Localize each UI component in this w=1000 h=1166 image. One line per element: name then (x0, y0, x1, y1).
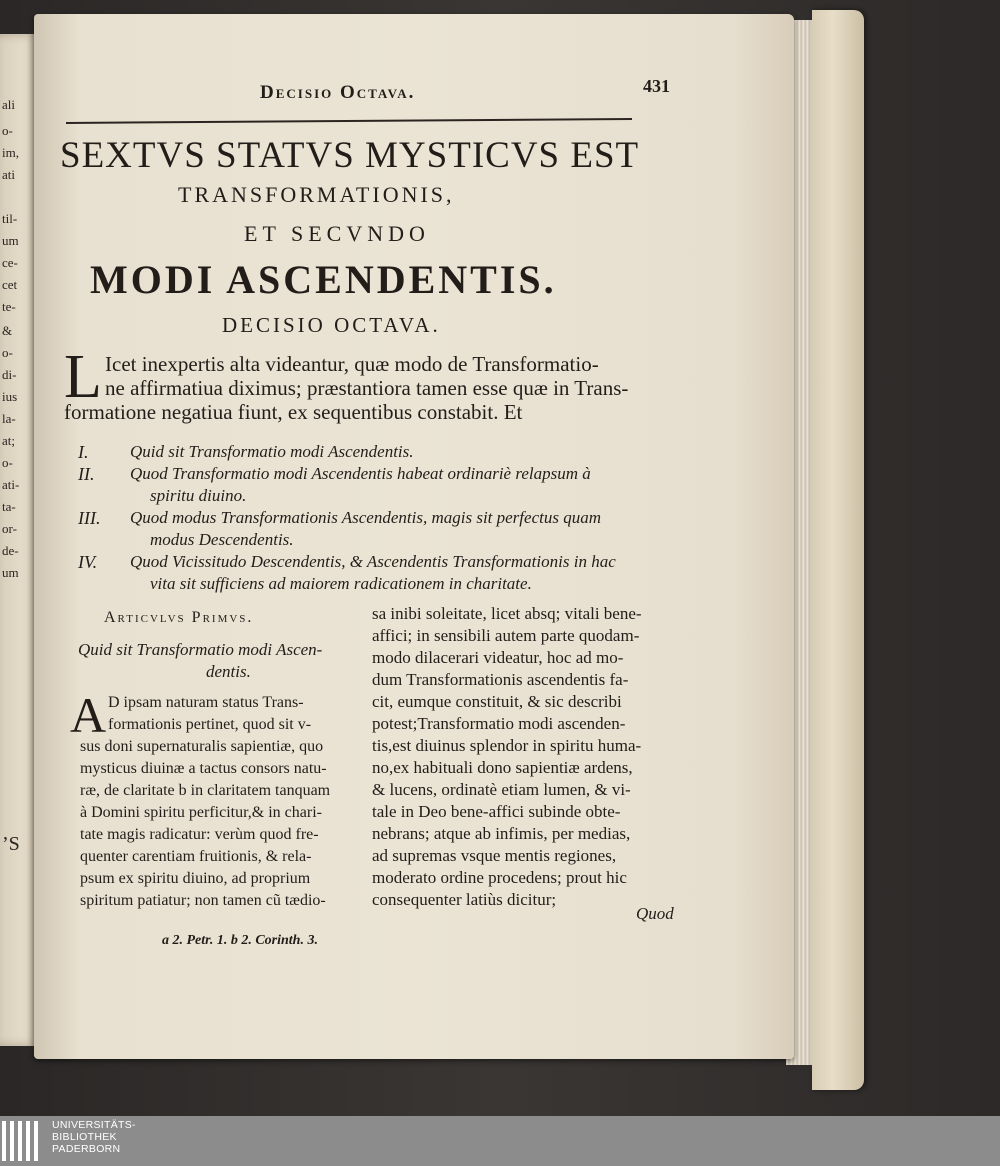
item-number: II. (78, 464, 95, 484)
left-page-fragment: im, (2, 145, 19, 160)
right-column-line: moderato ordine procedens; prout hic (372, 868, 627, 887)
article-dropcap: A (70, 687, 107, 743)
right-column-line: cit, eumque constituit, & sic describi (372, 692, 622, 711)
book-cover-edge (812, 10, 864, 1090)
left-page-fragment: o- (2, 123, 13, 138)
left-column-line: formationis pertinet, quod sit v- (108, 716, 312, 733)
left-page-fragment: ce- (2, 255, 18, 270)
left-page-fragment: or- (2, 521, 17, 536)
footnote: a 2. Petr. 1. b 2. Corinth. 3. (162, 933, 318, 948)
right-column-line: modo dilacerari videatur, hoc ad mo- (372, 648, 624, 667)
left-column-line: quenter carentiam fruitionis, & rela- (80, 848, 312, 865)
left-page-fragment: la- (2, 411, 16, 426)
title-line-5: DECISIO OCTAVA. (222, 313, 441, 337)
left-column-line: psum ex spiritu diuino, ad proprium (80, 870, 311, 887)
item-text: vita sit sufficiens ad maiorem radicationem in charitate. (150, 574, 532, 593)
left-column-line: mysticus diuinæ a tactus consors natu- (80, 760, 327, 777)
item-number: III. (78, 508, 101, 528)
title-line-3: ET SECVNDO (244, 221, 430, 246)
left-page-fragment: ’S (2, 833, 20, 855)
left-page-fragment: o- (2, 345, 13, 360)
left-page-fragment: de- (2, 543, 19, 558)
page-number: 431 (643, 76, 670, 96)
article-subtitle: dentis. (206, 662, 251, 681)
item-text: Quod Vicissitudo Descendentis, & Ascendentis Transformationis in hac (130, 552, 616, 571)
left-page-fragment: di- (2, 367, 17, 382)
right-column-line: affici; in sensibili autem parte quodam- (372, 626, 640, 645)
left-column-line: sus doni supernaturalis sapientiæ, quo (80, 738, 324, 755)
right-column-line: dum Transformationis ascendentis fa- (372, 670, 629, 689)
item-text: Quid sit Transformatio modi Ascendentis. (130, 442, 414, 461)
right-column-line: tale in Deo bene-affici subinde obte- (372, 802, 621, 821)
intro-line: ne affirmatiua diximus; præstantiora tamen esse quæ in Trans- (105, 376, 629, 400)
library-footer (0, 1116, 1000, 1166)
item-number: IV. (78, 552, 98, 572)
item-number: I. (78, 442, 89, 462)
library-name (52, 1119, 136, 1155)
right-column-line: no,ex habituali dono sapientiæ ardens, (372, 758, 633, 777)
left-column-line: spiritum patiatur; non tamen cũ tædio- (80, 892, 326, 909)
library-logo-icon (2, 1121, 46, 1161)
intro-line: formatione negatiua fiunt, ex sequentibus constabit. Et (64, 400, 523, 424)
left-facing-page (0, 34, 38, 1046)
left-page-fragment: um (2, 565, 19, 580)
left-page-fragment: ati- (2, 477, 20, 492)
article-heading: Articvlvs Primvs. (104, 609, 254, 626)
left-page-fragment: cet (2, 277, 18, 292)
item-text: spiritu diuino. (150, 486, 247, 505)
left-page-fragment: & (2, 323, 13, 338)
right-column-line: tis,est diuinus splendor in spiritu huma- (372, 736, 642, 755)
intro-line: Icet inexpertis alta videantur, quæ modo de Transformatio- (105, 352, 599, 376)
item-text: Quod Transformatio modi Ascendentis habeat ordinariè relapsum à (130, 464, 591, 483)
left-page-fragment: ali (2, 97, 15, 112)
running-head: Decisio Octava. (260, 82, 416, 103)
left-column-line: ræ, de claritate b in claritatem tanquam (80, 782, 331, 799)
right-column-line: nebrans; atque ab infimis, per medias, (372, 824, 631, 843)
left-page-fragment: um (2, 233, 19, 248)
item-text: Quod modus Transformationis Ascendentis, magis sit perfectus quam (130, 508, 601, 527)
right-column-line: ad supremas vsque mentis regiones, (372, 846, 617, 865)
title-line-4: MODI ASCENDENTIS. (90, 257, 557, 302)
left-page-fragment: ta- (2, 499, 16, 514)
title-line-1: SEXTVS STATVS MYSTICVS EST (60, 135, 640, 176)
library-name-line-1: UNIVERSITÄTS- (52, 1119, 136, 1131)
right-column-line: potest;Transformatio modi ascenden- (372, 714, 626, 733)
library-name-line-3: PADERBORN (52, 1143, 121, 1155)
left-column-line: tate magis radicatur: verùm quod fre- (80, 826, 319, 843)
article-subtitle: Quid sit Transformatio modi Ascen- (78, 640, 323, 659)
left-column-line: à Domini spiritu perficitur,& in chari- (80, 804, 322, 821)
left-page-fragment: ius (2, 389, 18, 404)
left-page-fragment: te- (2, 299, 16, 314)
item-text: modus Descendentis. (150, 530, 294, 549)
title-line-2: TRANSFORMATIONIS, (178, 182, 455, 207)
library-name-line-2: BIBLIOTHEK (52, 1131, 117, 1143)
left-column-line: D ipsam naturam status Trans- (108, 694, 304, 711)
right-column-line: sa inibi soleitate, licet absq; vitali bene- (372, 604, 642, 623)
intro-dropcap: L (64, 343, 102, 411)
left-page-fragment: til- (2, 211, 18, 226)
catchword: Quod (636, 904, 674, 923)
right-column-line: & lucens, ordinatè etiam lumen, & vi- (372, 780, 631, 799)
left-page-fragment: o- (2, 455, 13, 470)
right-column-line: consequenter latiùs dicitur; (372, 890, 557, 909)
left-page-fragment: at; (2, 433, 15, 448)
left-page-fragment: ati (2, 167, 15, 182)
